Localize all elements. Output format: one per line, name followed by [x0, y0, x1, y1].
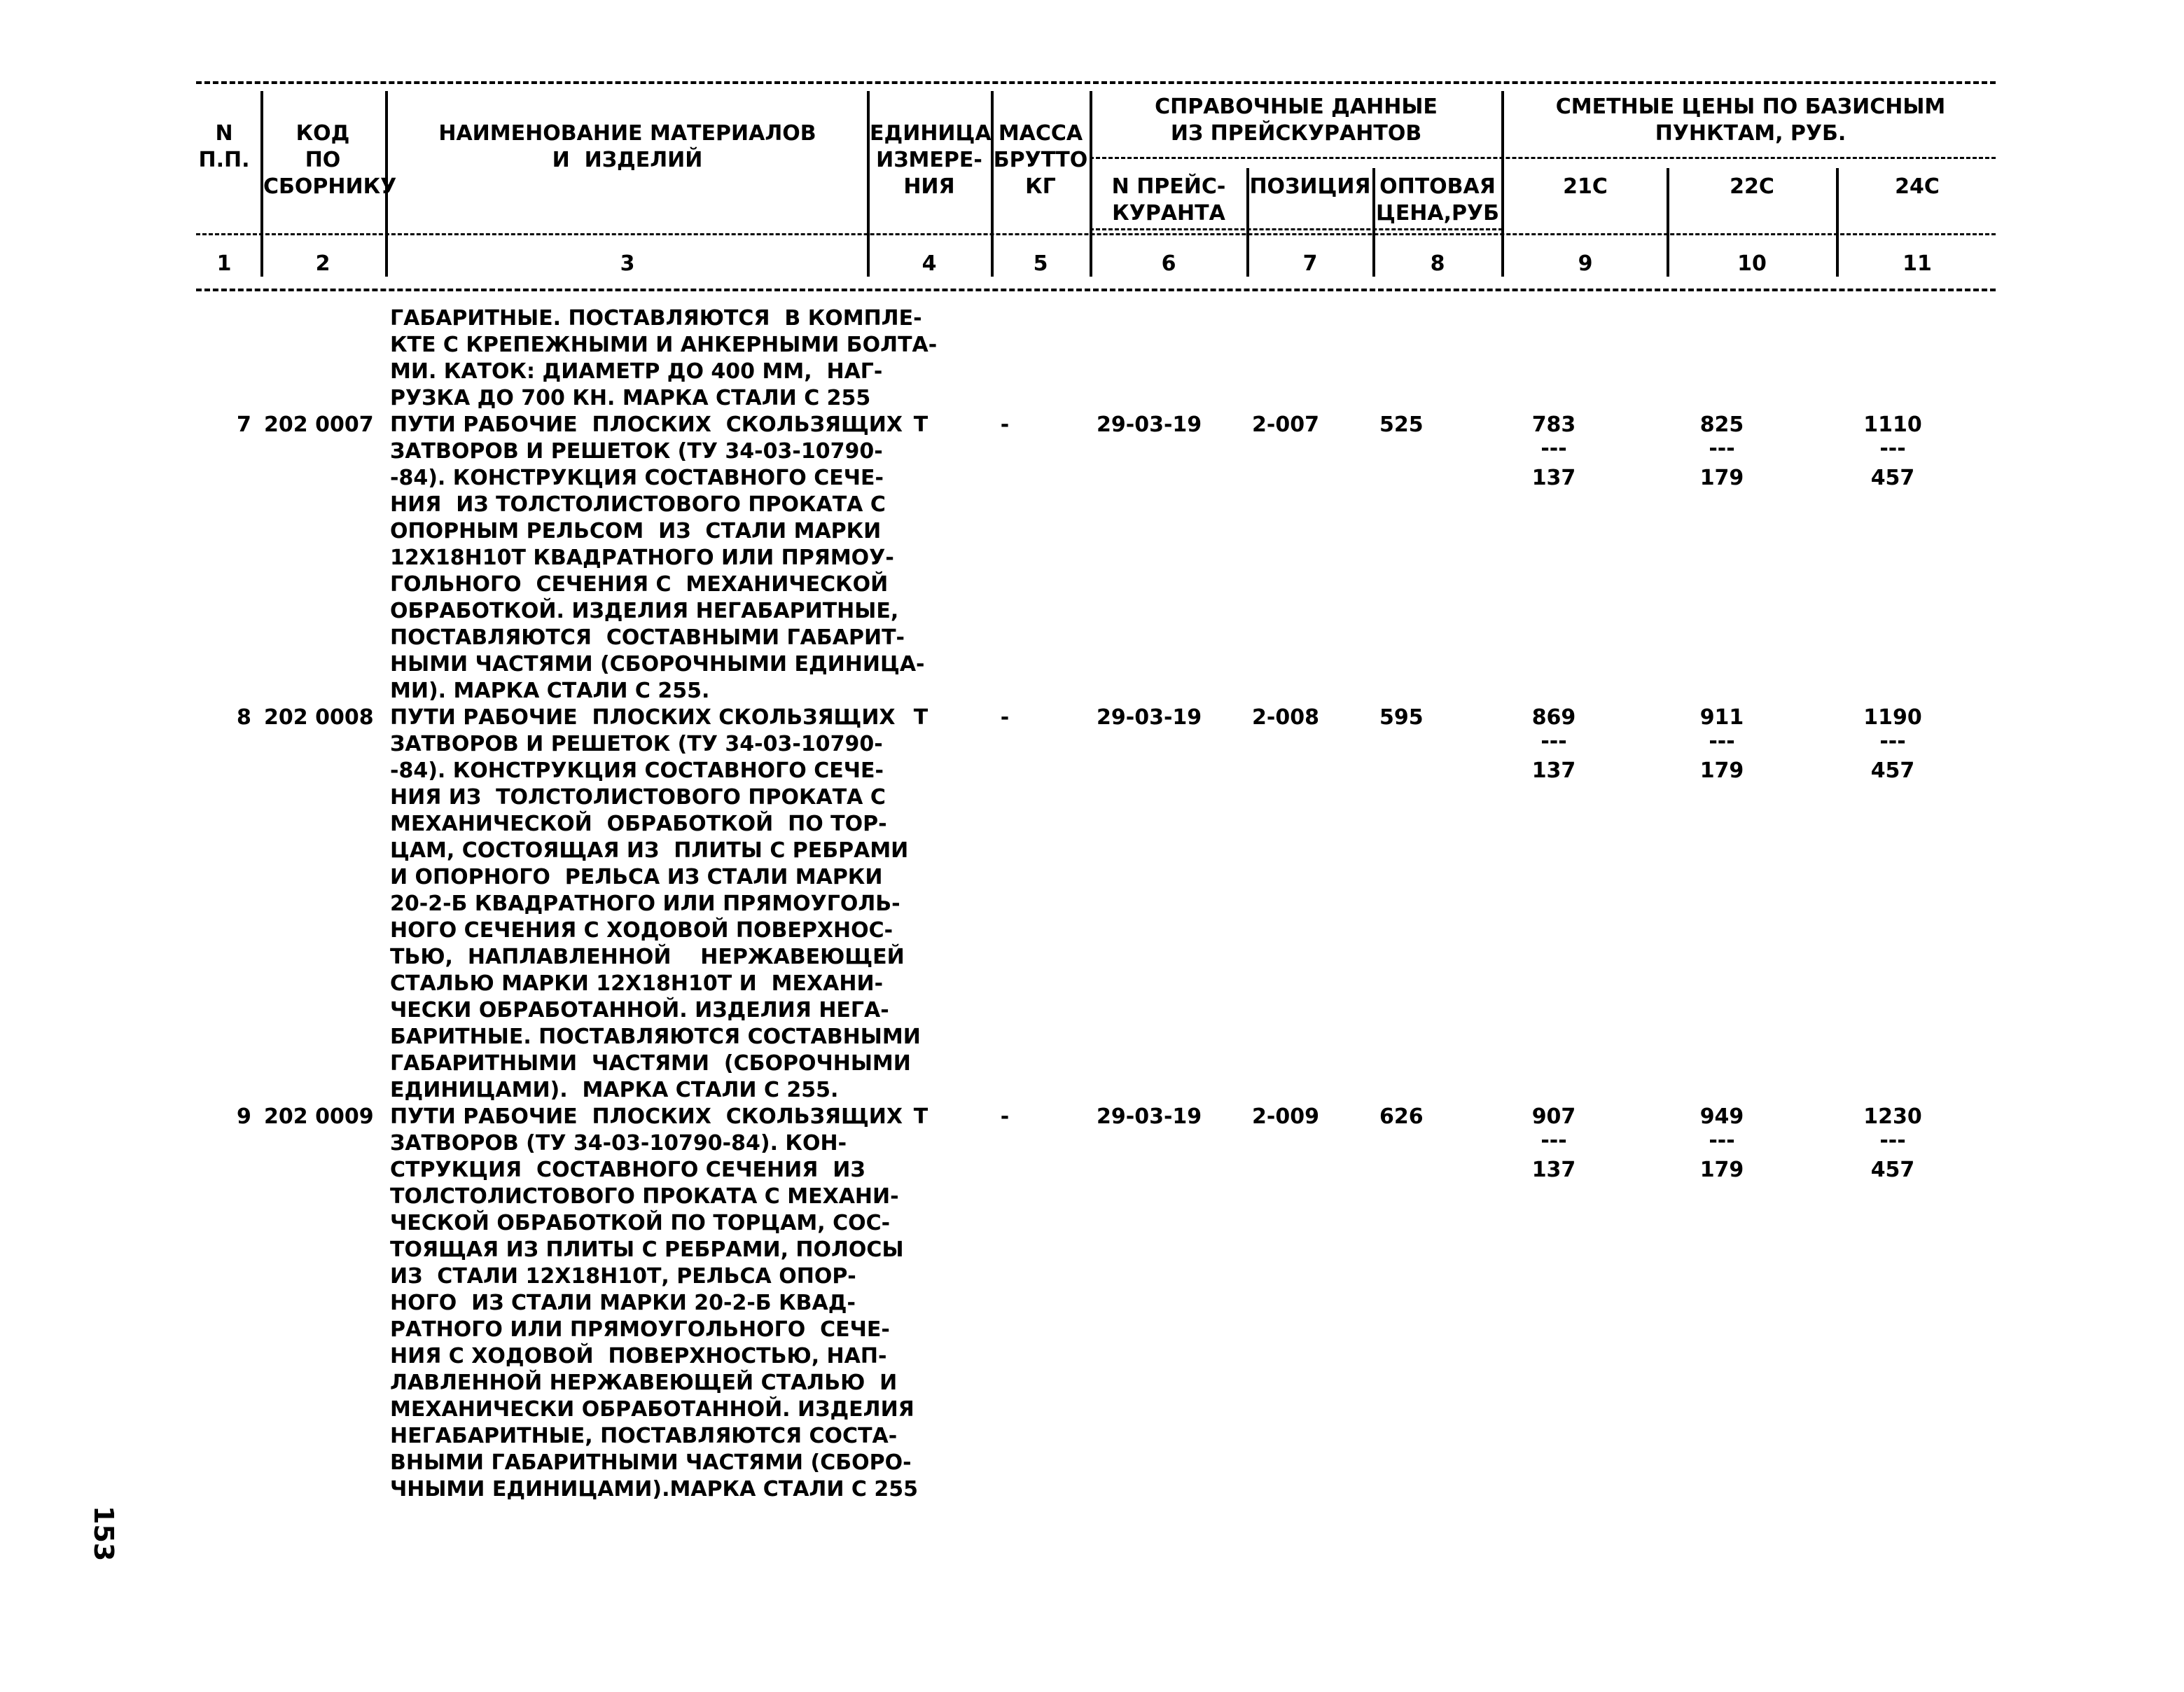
hdr-unit-line2: ИЗМЕРЕ- [876, 148, 982, 172]
colnum-9: 9 [1578, 251, 1593, 276]
row-position: 2-007 [1252, 412, 1319, 437]
price-24c-value: 1230 [1863, 1104, 1922, 1129]
colnum-1: 1 [216, 251, 232, 276]
group-rule [1090, 157, 1996, 159]
hdr-mass-line3: КГ [1025, 174, 1056, 199]
row-price-list: 29-03-19 [1097, 705, 1202, 730]
colnum-8: 8 [1430, 251, 1445, 276]
hdr-n-line1: N [215, 121, 233, 146]
fraction-bar: --- [1709, 1128, 1735, 1153]
hdr-ref-group-line1: СПРАВОЧНЫЕ ДАННЫЕ [1155, 95, 1438, 119]
fraction-bar: --- [1540, 729, 1567, 754]
hdr-code-line3: СБОРНИКУ [263, 174, 397, 199]
colnum-4: 4 [921, 251, 937, 276]
row-number: 8 [237, 705, 251, 730]
hdr-unit-line1: ЕДИНИЦА [870, 121, 992, 146]
price-22c-value: 911 [1699, 705, 1744, 730]
price-21c-value: 869 [1531, 705, 1576, 730]
row-price-list: 29-03-19 [1097, 412, 1202, 437]
hdr-prices-group-line1: СМЕТНЫЕ ЦЕНЫ ПО БАЗИСНЫМ [1555, 95, 1946, 119]
price-21c [1508, 705, 1599, 784]
row-unit: Т [913, 705, 928, 730]
colnum-2: 2 [315, 251, 331, 276]
hdr-mass-line2: БРУТТО [993, 148, 1088, 172]
fraction-bar: --- [1709, 436, 1735, 461]
header-bottom-rule [196, 289, 1996, 291]
row-code: 202 0008 [264, 705, 374, 730]
row-wholesale: 525 [1379, 412, 1424, 437]
row-position: 2-009 [1252, 1104, 1319, 1129]
row-mass: - [1000, 705, 1010, 730]
hdr-wholesale-line1: ОПТОВАЯ [1379, 174, 1496, 199]
fraction-bar: --- [1879, 436, 1906, 461]
hdr-mass-line1: МАССА [998, 121, 1083, 146]
ref-sub-rule [1090, 228, 1503, 230]
hdr-name-line2: И ИЗДЕЛИЙ [552, 148, 703, 172]
price-24c [1847, 1104, 1938, 1184]
row-description: ПУТИ РАБОЧИЕ ПЛОСКИХ СКОЛЬЗЯЩИХ ЗАТВОРОВ И РЕШЕТОК (ТУ 34-03-10790- -84). КОНСТРУКЦИЯ СОСТАВНОГО СЕЧЕ- НИЯ ИЗ ТОЛСТОЛИСТОВОГО ПРОКАТА С МЕХАНИЧЕСКОЙ ОБРАБОТКОЙ ПО ТОР- ЦАМ, СОСТОЯЩАЯ ИЗ ПЛИТЫ С РЕБРАМИ И ОПОРНОГО РЕЛЬСА ИЗ СТАЛИ МАРКИ 20-2-Б КВАДРАТНОГО ИЛИ ПРЯМОУГОЛЬ- НОГО СЕЧЕНИЯ С ХОДОВОЙ ПОВЕРХНОС- ТЬЮ, НАПЛАВЛЕННОЙ НЕРЖАВЕЮЩЕЙ СТАЛЬЮ МАРКИ 12Х18Н10Т И МЕХАНИ- ЧЕСКИ ОБРАБОТАННОЙ. ИЗДЕЛИЯ НЕГА- БАРИТНЫЕ. ПОСТАВЛЯЮТСЯ СОСТАВНЫМИ ГАБАРИТНЫМИ ЧАСТЯМИ (СБОРОЧНЫМИ ЕДИНИЦАМИ). МАРКА СТАЛИ С 255. [390, 705, 921, 1102]
row-mass: - [1000, 1104, 1010, 1129]
table-top-rule [196, 81, 1996, 84]
hdr-unit-line3: НИЯ [903, 174, 955, 199]
price-22c [1676, 412, 1767, 492]
price-21c [1508, 1104, 1599, 1184]
hdr-24c: 24С [1895, 174, 1940, 199]
row-description: ПУТИ РАБОЧИЕ ПЛОСКИХ СКОЛЬЗЯЩИХ ЗАТВОРОВ (ТУ 34-03-10790-84). КОН- СТРУКЦИЯ СОСТАВНОГО СЕЧЕНИЯ ИЗ ТОЛСТОЛИСТОВОГО ПРОКАТА С МЕХАНИ- ЧЕСКОЙ ОБРАБОТКОЙ ПО ТОРЦАМ, СОС- ТОЯЩАЯ ИЗ ПЛИТЫ С РЕБРАМИ, ПОЛОСЫ ИЗ СТАЛИ 12Х18Н10Т, РЕЛЬСА ОПОР- НОГО ИЗ СТАЛИ МАРКИ 20-2-Б КВАД- РАТНОГО ИЛИ ПРЯМОУГОЛЬНОГО СЕЧЕ- НИЯ С ХОДОВОЙ ПОВЕРХНОСТЬЮ, НАП- ЛАВЛЕННОЙ НЕРЖАВЕЮЩЕЙ СТАЛЬЮ И МЕХАНИЧЕСКИ ОБРАБОТАННОЙ. ИЗДЕЛИЯ НЕГАБАРИТНЫЕ, ПОСТАВЛЯЮТСЯ СОСТА- ВНЫМИ ГАБАРИТНЫМИ ЧАСТЯМИ (СБОРО- ЧНЫМИ ЕДИНИЦАМИ).МАРКА СТАЛИ С 255 [390, 1104, 918, 1502]
price-21c-freight: 137 [1531, 758, 1576, 783]
price-24c-freight: 457 [1870, 758, 1915, 783]
fraction-bar: --- [1709, 729, 1735, 754]
price-22c [1676, 1104, 1767, 1184]
row-code: 202 0007 [264, 412, 374, 437]
row-description: ПУТИ РАБОЧИЕ ПЛОСКИХ СКОЛЬЗЯЩИХ ЗАТВОРОВ И РЕШЕТОК (ТУ 34-03-10790- -84). КОНСТРУКЦИЯ СОСТАВНОГО СЕЧЕ- НИЯ ИЗ ТОЛСТОЛИСТОВОГО ПРОКАТА С ОПОРНЫМ РЕЛЬСОМ ИЗ СТАЛИ МАРКИ 12Х18Н10Т КВАДРАТНОГО ИЛИ ПРЯМОУ- ГОЛЬНОГО СЕЧЕНИЯ С МЕХАНИЧЕСКОЙ ОБРАБОТКОЙ. ИЗДЕЛИЯ НЕГАБАРИТНЫЕ, ПОСТАВЛЯЮТСЯ СОСТАВНЫМИ ГАБАРИТ- НЫМИ ЧАСТЯМИ (СБОРОЧНЫМИ ЕДИНИЦА- МИ). МАРКА СТАЛИ С 255. [390, 412, 925, 703]
row-position: 2-008 [1252, 705, 1319, 730]
price-21c [1508, 412, 1599, 492]
hdr-code-line2: ПО [305, 148, 341, 172]
price-24c-value: 1110 [1863, 412, 1922, 437]
row-wholesale: 595 [1379, 705, 1424, 730]
row-number: 9 [237, 1104, 251, 1129]
price-21c-value: 907 [1531, 1104, 1576, 1129]
colnum-11: 11 [1903, 251, 1932, 276]
row-code: 202 0009 [264, 1104, 374, 1129]
price-24c-value: 1190 [1863, 705, 1922, 730]
page-number: 153 [88, 1506, 119, 1562]
fraction-bar: --- [1540, 436, 1567, 461]
price-24c [1847, 412, 1938, 492]
hdr-pricelist-line2: КУРАНТА [1112, 201, 1225, 226]
row-unit: Т [913, 1104, 928, 1129]
colnum-5: 5 [1033, 251, 1048, 276]
row-price-list: 29-03-19 [1097, 1104, 1202, 1129]
colnum-10: 10 [1737, 251, 1767, 276]
colnum-7: 7 [1302, 251, 1318, 276]
price-22c-value: 825 [1699, 412, 1744, 437]
price-21c-freight: 137 [1531, 466, 1576, 490]
price-24c [1847, 705, 1938, 784]
price-21c-freight: 137 [1531, 1158, 1576, 1182]
hdr-n-line2: П.П. [198, 148, 250, 172]
price-22c-freight: 179 [1699, 1158, 1744, 1182]
hdr-pricelist-line1: N ПРЕЙС- [1111, 174, 1226, 199]
hdr-position: ПОЗИЦИЯ [1249, 174, 1371, 199]
hdr-21c: 21С [1563, 174, 1608, 199]
price-22c-freight: 179 [1699, 466, 1744, 490]
header-sub-rule [196, 233, 1996, 235]
hdr-code-line1: КОД [295, 121, 350, 146]
colnum-3: 3 [620, 251, 635, 276]
row-mass: - [1000, 412, 1010, 437]
fraction-bar: --- [1879, 1128, 1906, 1153]
price-24c-freight: 457 [1870, 1158, 1915, 1182]
hdr-wholesale-line2: ЦЕНА,РУБ [1375, 201, 1500, 226]
fraction-bar: --- [1879, 729, 1906, 754]
price-22c [1676, 705, 1767, 784]
fraction-bar: --- [1540, 1128, 1567, 1153]
colnum-6: 6 [1161, 251, 1176, 276]
price-22c-freight: 179 [1699, 758, 1744, 783]
price-24c-freight: 457 [1870, 466, 1915, 490]
col-sep-8 [1501, 91, 1504, 277]
row-unit: Т [913, 412, 928, 437]
row-wholesale: 626 [1379, 1104, 1424, 1129]
price-22c-value: 949 [1699, 1104, 1744, 1129]
hdr-prices-group-line2: ПУНКТАМ, РУБ. [1655, 121, 1846, 146]
hdr-ref-group-line2: ИЗ ПРЕЙСКУРАНТОВ [1170, 121, 1422, 146]
hdr-name-line1: НАИМЕНОВАНИЕ МАТЕРИАЛОВ [438, 121, 816, 146]
row-number: 7 [237, 412, 251, 437]
hdr-22c: 22С [1730, 174, 1774, 199]
continuation-text: ГАБАРИТНЫЕ. ПОСТАВЛЯЮТСЯ В КОМПЛЕ- КТЕ С КРЕПЕЖНЫМИ И АНКЕРНЫМИ БОЛТА- МИ. КАТОК: ДИАМЕТР ДО 400 ММ, НАГ- РУЗКА ДО 700 КН. МАРКА СТАЛИ С 255 [390, 306, 938, 410]
price-21c-value: 783 [1531, 412, 1576, 437]
